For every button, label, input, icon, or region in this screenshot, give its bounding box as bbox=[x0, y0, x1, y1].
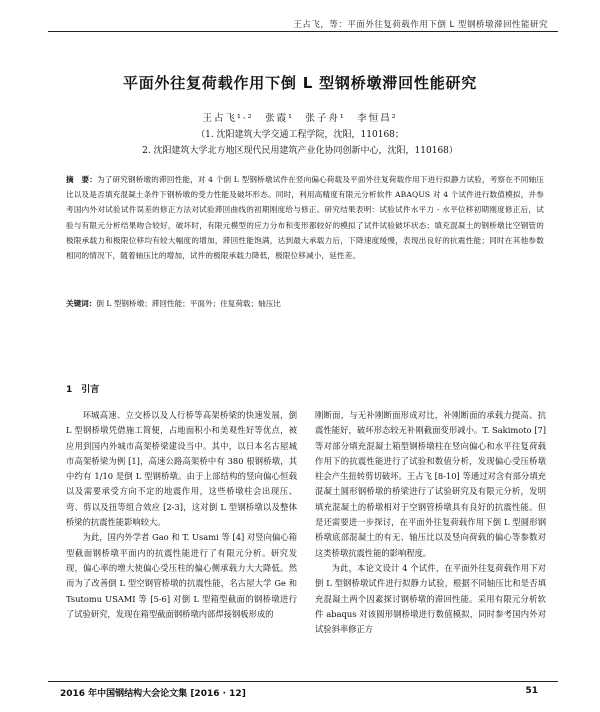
section-heading: 1 引言 bbox=[66, 385, 100, 395]
footer-rule bbox=[48, 681, 558, 682]
keywords-label: 关键词： bbox=[66, 299, 97, 308]
paragraph: 为此，国内外学者 Gao 和 T. Usami 等 [4] 对竖向偏心箱型截面钢桥墩平面内的抗震性能进行了有限元分析。研究发现，偏心率的增大使偏心受压柱的偏心侧承载力大大降低。然而为了改善倒 L 型空钢管桥墩的抗震性能，名古屋大学 Ge 和 Tsutomu USAMI 等 [5-6] 对倒 L 型箱型截面的钢桥墩进行了试验研究，发现在箱型截面钢桥墩内部焊接钢板形成的 bbox=[66, 532, 297, 619]
abstract-text: 为了研究钢桥墩的滞回性能，对 4 个倒 L 型钢桥墩试件在竖向偏心荷载及平面外往复荷载作用下进行拟静力试验，考察在不同轴压比以及是否填充混凝土条件下钢桥墩的受力性能及破坏形态。同时，利用高精度有限元分析软件 ABAQUS 对 4 个试件进行数值模拟，并参考国内外对试验试件误差的修正方法对试验滞回曲线的初期刚度给与修正。研究结果表明：试验试件水平力 - 水平位移初期刚度修正后，试验与有限元分析结果吻合较好，破坏时，有限元模型的应力分布和变形都较好的模拟了试件试验破坏状态；填充混凝土的钢桥墩比空钢管的极限承载力和极限位移均有较大幅度的增加，滞回性能饱满，达到最大承载力后，下降速度缓慢，表现出良好的抗震性能；同时在其他参数相同的情况下，随着轴压比的增加，试件的极限承载力降低，极限位移减小，延性差。 bbox=[66, 175, 544, 261]
keywords bbox=[66, 298, 544, 309]
page-number: 51 bbox=[525, 686, 538, 696]
paragraph: 刚断面，与无补刚断面形成对比，补刚断面的承载力提高、抗震性能好，破坏形态较无补刚截面变形减小。T. Sakimoto [7] 等对部分填充混凝土箱型钢桥墩柱在竖向偏心和水平往复荷载作用下的抗震性能进行了试验和数值分析，发现偏心受压桥墩柱会产生扭转剪切破坏。王占飞 [8-10] 等通过对含有部分填充混凝土圆形钢桥墩的桥梁进行了试验研究及有限元分析，发明填充混凝土的桥墩相对于空钢管桥墩具有良好的抗震性能。但是还需要进一步探讨，在平面外往复荷载作用下倒 L 型圆形钢桥墩底部混凝土的有无、轴压比以及竖向荷载的偏心等参数对这类桥墩抗震性能的影响程度。 bbox=[315, 410, 546, 558]
affiliation-1: （1. 沈阳建筑大学交通工程学院，沈阳，110168； bbox=[196, 130, 404, 140]
body-column-left bbox=[66, 408, 297, 622]
header-rule bbox=[48, 31, 558, 32]
paragraph: 为此，本论文设计 4 个试件，在平面外往复荷载作用下对倒 L 型钢桥墩试件进行拟静力试验，根据不同轴压比和是否填充混凝土两个因素探讨钢桥墩的滞回性能。采用有限元分析软件 abaqus 对该圆形钢桥墩进行数值模拟，同时参考国内外对试验斜率修正方 bbox=[315, 562, 546, 635]
abstract-label: 摘 要： bbox=[66, 175, 98, 184]
paper-title: 平面外往复荷载作用下倒 L 型钢桥墩滞回性能研究 bbox=[122, 74, 478, 92]
proceedings-title: 2016 年中国钢结构大会论文集 [2016 · 12] bbox=[60, 689, 246, 699]
author-list: 王占飞¹·² 张霞¹ 张子舟¹ 李恒昌² bbox=[202, 113, 398, 124]
body-column-right bbox=[315, 408, 546, 637]
abstract bbox=[66, 172, 544, 263]
affiliation-2: 2. 沈阳建筑大学北方地区现代民用建筑产业化协同创新中心，沈阳，110168） bbox=[142, 146, 458, 156]
running-head: 王占飞，等：平面外往复荷载作用下倒 L 型钢桥墩滞回性能研究 bbox=[293, 20, 548, 30]
paragraph: 环城高速、立交桥以及人行桥等高架桥梁的快速发展，倒 L 型钢桥墩凭借施工简便，占地面积小和美观性好等优点，被应用到国内外城市高架桥梁建设当中。其中，以日本名古屋城市高架桥梁为例 [1]，高速公路高架桥中有 380 根钢桥墩，其中约有 1/10 是倒 L 型钢桥墩。由于上部结构的竖向偏心恒载以及需要承受方向不定的地震作用，这些桥墩柱会出现压、弯、剪以及扭等组合效应 [2-3]，这对倒 L 型钢桥墩以及整体桥梁的抗震性能影响较大。 bbox=[66, 410, 297, 528]
keywords-text: 倒 L 型钢桥墩；滞回性能；平面外；往复荷载；轴压比 bbox=[96, 299, 281, 308]
